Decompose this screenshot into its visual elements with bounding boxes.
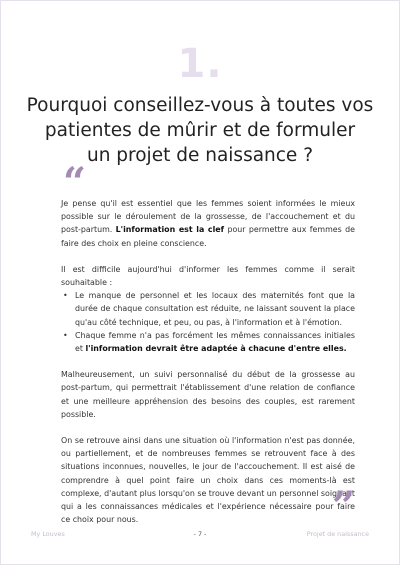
bullet-list (61, 289, 355, 355)
list-item (61, 289, 355, 329)
bullet-1-text: Le manque de personnel et les locaux des maternités font que la durée de chaque consultation est réduite, ne laissant souvent la place qu'au côté technique, et peu, ou pas, à l'information et à l'émotion. (75, 291, 355, 327)
close-quote-icon: ” (331, 483, 355, 530)
bullet-icon: • (63, 330, 68, 340)
paragraph-1 (61, 197, 355, 250)
bullet-2-text: Chaque femme n'a pas forcément les mêmes connaissances initiales et (75, 330, 355, 354)
open-quote-icon: “ (63, 159, 87, 206)
paragraph-3: Malheureusement, un suivi personnalisé du début de la grossesse au post-partum, qui permettrait l'établissement d'une relation de confiance et une meilleure appréhension des besoins des couples, est rarement possible. (61, 370, 355, 419)
footer-brand: My Louves (31, 530, 65, 538)
page-number: - 7 - (193, 530, 207, 538)
title-line-2: patientes de mûrir et de formuler (44, 120, 356, 141)
list-item (61, 329, 355, 355)
footer-section-title: Projet de naissance (306, 530, 369, 538)
title-line-1: Pourquoi conseillez-vous à toutes vos (26, 95, 374, 116)
paragraph-1-rest: pour permettre aux femmes de faire des choix en pleine conscience. (61, 225, 355, 248)
page-title (21, 93, 379, 168)
title-line-3: un projet de naissance ? (86, 145, 314, 166)
bullet-icon: • (63, 291, 68, 301)
paragraph-1-text: Je pense qu'il est essentiel que les femmes soient informées le mieux possible sur le déroulement de la grossesse, de l'accouchement et du post-partum. (61, 199, 355, 235)
body-text (61, 197, 355, 539)
paragraph-2-intro: Il est difficile aujourd'hui d'informer les femmes comme il serait souhaitable : (61, 264, 355, 288)
chapter-number: 1. (177, 41, 223, 87)
paragraph-1-bold: L'information est la clef (115, 225, 225, 235)
paragraph-4: On se retrouve ainsi dans une situation où l'information n'est pas donnée, ou partiellement, et de nombreuses femmes se retrouvent face à des situations inconnues, nouvelles, le jour de l'accouchement. Il est aisé de comprendre à quel point faire un choix dans ces moments-là est complexe, d'autant plus lorsqu'on se trouve devant un personnel soignant qui a les connaissances médicales et l'expérience nécessaire pour faire ce choix pour nous. (61, 436, 355, 525)
bullet-2-bold: l'information devrait être adaptée à chacune d'entre elles. (85, 344, 347, 354)
